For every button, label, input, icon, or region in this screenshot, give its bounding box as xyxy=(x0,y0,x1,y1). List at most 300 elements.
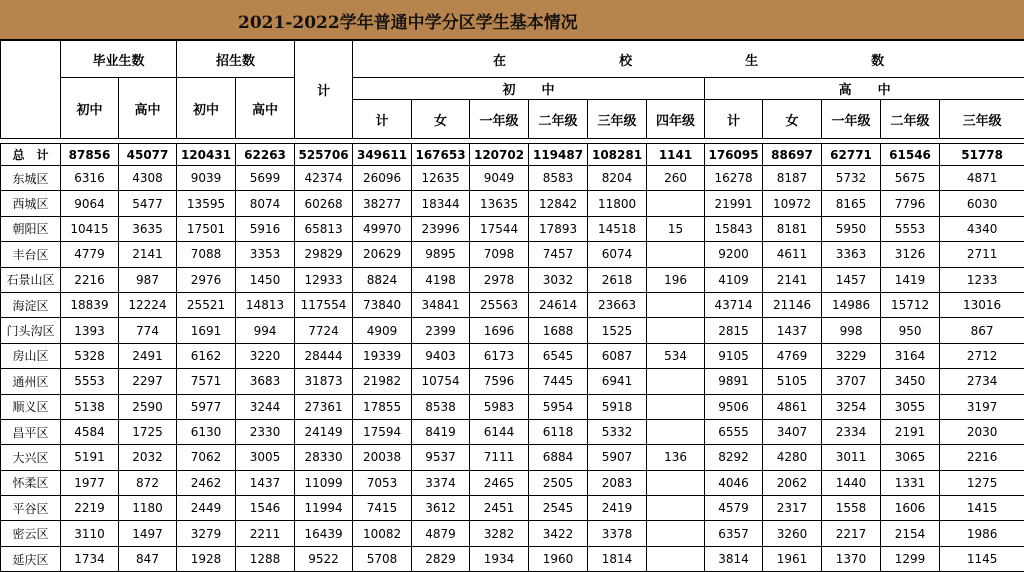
total-cell: 120431 xyxy=(177,144,236,166)
data-cell: 5332 xyxy=(588,419,647,444)
data-cell: 6545 xyxy=(529,343,588,368)
table-row xyxy=(1,166,1024,191)
district-name: 顺义区 xyxy=(1,394,61,419)
total-cell: 120702 xyxy=(470,144,529,166)
data-cell: 6074 xyxy=(588,242,647,267)
data-cell: 8074 xyxy=(236,191,295,216)
in-school-total-header: 计 xyxy=(295,41,353,139)
data-cell: 2219 xyxy=(61,496,119,521)
data-cell: 15 xyxy=(647,216,705,241)
data-cell: 9537 xyxy=(412,445,470,470)
data-cell: 13595 xyxy=(177,191,236,216)
title-bar xyxy=(0,0,1024,40)
senior-group-header: 高 中 xyxy=(705,78,1024,100)
data-cell: 5105 xyxy=(763,369,822,394)
district-name: 怀柔区 xyxy=(1,470,61,495)
data-cell: 872 xyxy=(119,470,177,495)
data-cell: 20629 xyxy=(353,242,412,267)
data-cell: 4340 xyxy=(940,216,1024,241)
enrollment-header: 招生数 xyxy=(177,41,295,78)
data-cell: 534 xyxy=(647,343,705,368)
data-cell: 3011 xyxy=(822,445,881,470)
data-cell: 950 xyxy=(881,318,940,343)
data-cell: 26096 xyxy=(353,166,412,191)
data-cell: 23996 xyxy=(412,216,470,241)
district-name: 通州区 xyxy=(1,369,61,394)
table-row xyxy=(1,394,1024,419)
data-cell: 14518 xyxy=(588,216,647,241)
total-cell: 61546 xyxy=(881,144,940,166)
data-cell: 10972 xyxy=(763,191,822,216)
enroll-senior-header: 高中 xyxy=(236,78,295,139)
data-cell: 1928 xyxy=(177,546,236,571)
data-cell: 3450 xyxy=(881,369,940,394)
data-cell: 3378 xyxy=(588,521,647,546)
data-cell: 2618 xyxy=(588,267,647,292)
data-cell: 3422 xyxy=(529,521,588,546)
data-cell: 1986 xyxy=(940,521,1024,546)
district-name: 大兴区 xyxy=(1,445,61,470)
data-cell: 1415 xyxy=(940,496,1024,521)
data-cell: 4584 xyxy=(61,419,119,444)
data-cell: 6555 xyxy=(705,419,763,444)
data-cell: 11800 xyxy=(588,191,647,216)
data-cell: 1180 xyxy=(119,496,177,521)
table-row xyxy=(1,521,1024,546)
data-cell: 2978 xyxy=(470,267,529,292)
data-cell: 3032 xyxy=(529,267,588,292)
data-cell xyxy=(647,292,705,317)
data-cell: 9200 xyxy=(705,242,763,267)
table-row xyxy=(1,242,1024,267)
table-title: 2021-2022学年普通中学分区学生基本情况 xyxy=(238,8,578,33)
data-cell: 4579 xyxy=(705,496,763,521)
data-cell: 3279 xyxy=(177,521,236,546)
data-cell: 1814 xyxy=(588,546,647,571)
total-cell: 88697 xyxy=(763,144,822,166)
data-cell: 3229 xyxy=(822,343,881,368)
data-cell: 3353 xyxy=(236,242,295,267)
data-cell: 1725 xyxy=(119,419,177,444)
data-cell: 2330 xyxy=(236,419,295,444)
data-cell: 1734 xyxy=(61,546,119,571)
in-school-char-2: 校 xyxy=(619,50,632,69)
data-cell xyxy=(647,470,705,495)
data-cell: 4861 xyxy=(763,394,822,419)
data-cell: 9506 xyxy=(705,394,763,419)
data-cell xyxy=(647,394,705,419)
table-row xyxy=(1,292,1024,317)
data-cell: 24149 xyxy=(295,419,353,444)
data-cell: 2062 xyxy=(763,470,822,495)
total-cell: 62771 xyxy=(822,144,881,166)
data-cell: 3197 xyxy=(940,394,1024,419)
data-cell: 7724 xyxy=(295,318,353,343)
data-cell: 2141 xyxy=(763,267,822,292)
data-cell: 6087 xyxy=(588,343,647,368)
grad-junior-header: 初中 xyxy=(61,78,119,139)
table-row xyxy=(1,369,1024,394)
data-cell: 9105 xyxy=(705,343,763,368)
data-cell: 34841 xyxy=(412,292,470,317)
in-school-char-1: 在 xyxy=(493,50,506,69)
district-name: 朝阳区 xyxy=(1,216,61,241)
data-cell: 11099 xyxy=(295,470,353,495)
data-cell: 18344 xyxy=(412,191,470,216)
data-cell: 7088 xyxy=(177,242,236,267)
data-cell: 3363 xyxy=(822,242,881,267)
data-cell: 3260 xyxy=(763,521,822,546)
data-cell: 2083 xyxy=(588,470,647,495)
data-cell: 987 xyxy=(119,267,177,292)
data-cell: 4779 xyxy=(61,242,119,267)
data-cell: 1299 xyxy=(881,546,940,571)
graduates-header: 毕业生数 xyxy=(61,41,177,78)
data-cell: 2211 xyxy=(236,521,295,546)
data-cell: 6316 xyxy=(61,166,119,191)
data-cell: 1606 xyxy=(881,496,940,521)
data-cell: 21146 xyxy=(763,292,822,317)
data-cell: 2297 xyxy=(119,369,177,394)
data-cell: 12933 xyxy=(295,267,353,292)
data-cell: 24614 xyxy=(529,292,588,317)
data-cell: 4308 xyxy=(119,166,177,191)
data-cell: 1497 xyxy=(119,521,177,546)
data-cell: 260 xyxy=(647,166,705,191)
data-cell: 18839 xyxy=(61,292,119,317)
data-cell: 2030 xyxy=(940,419,1024,444)
data-cell: 1546 xyxy=(236,496,295,521)
data-cell: 7596 xyxy=(470,369,529,394)
data-cell: 2976 xyxy=(177,267,236,292)
data-cell: 2462 xyxy=(177,470,236,495)
data-cell: 994 xyxy=(236,318,295,343)
data-cell: 2317 xyxy=(763,496,822,521)
data-cell: 10754 xyxy=(412,369,470,394)
data-cell: 43714 xyxy=(705,292,763,317)
data-cell: 12224 xyxy=(119,292,177,317)
data-cell: 3126 xyxy=(881,242,940,267)
data-cell: 12635 xyxy=(412,166,470,191)
data-cell: 2216 xyxy=(940,445,1024,470)
data-cell: 23663 xyxy=(588,292,647,317)
district-name: 丰台区 xyxy=(1,242,61,267)
data-cell: 2334 xyxy=(822,419,881,444)
data-cell: 3635 xyxy=(119,216,177,241)
data-cell: 2711 xyxy=(940,242,1024,267)
total-cell: 176095 xyxy=(705,144,763,166)
data-cell: 5675 xyxy=(881,166,940,191)
data-cell: 7571 xyxy=(177,369,236,394)
data-cell: 29829 xyxy=(295,242,353,267)
data-cell xyxy=(647,521,705,546)
table-row xyxy=(1,546,1024,571)
data-cell: 5699 xyxy=(236,166,295,191)
data-cell: 5977 xyxy=(177,394,236,419)
data-cell: 6357 xyxy=(705,521,763,546)
data-cell: 9522 xyxy=(295,546,353,571)
total-cell: 119487 xyxy=(529,144,588,166)
data-cell: 15712 xyxy=(881,292,940,317)
data-cell: 4611 xyxy=(763,242,822,267)
data-cell: 4769 xyxy=(763,343,822,368)
data-cell: 10415 xyxy=(61,216,119,241)
data-cell: 8419 xyxy=(412,419,470,444)
data-cell: 6118 xyxy=(529,419,588,444)
data-cell: 21982 xyxy=(353,369,412,394)
data-cell: 17855 xyxy=(353,394,412,419)
data-cell: 60268 xyxy=(295,191,353,216)
data-cell: 14813 xyxy=(236,292,295,317)
data-cell: 28444 xyxy=(295,343,353,368)
data-cell: 5918 xyxy=(588,394,647,419)
district-name: 东城区 xyxy=(1,166,61,191)
data-cell: 49970 xyxy=(353,216,412,241)
data-cell: 9895 xyxy=(412,242,470,267)
data-cell: 8204 xyxy=(588,166,647,191)
data-cell: 5191 xyxy=(61,445,119,470)
data-cell: 4198 xyxy=(412,267,470,292)
in-school-char-4: 数 xyxy=(871,50,884,69)
data-cell: 8292 xyxy=(705,445,763,470)
data-cell: 25563 xyxy=(470,292,529,317)
data-cell: 1233 xyxy=(940,267,1024,292)
data-cell: 5477 xyxy=(119,191,177,216)
data-cell: 5907 xyxy=(588,445,647,470)
data-cell: 5708 xyxy=(353,546,412,571)
data-cell: 38277 xyxy=(353,191,412,216)
data-cell: 867 xyxy=(940,318,1024,343)
data-cell: 2217 xyxy=(822,521,881,546)
district-name: 平谷区 xyxy=(1,496,61,521)
data-cell: 1145 xyxy=(940,546,1024,571)
table-row xyxy=(1,267,1024,292)
data-cell: 4280 xyxy=(763,445,822,470)
data-cell: 3612 xyxy=(412,496,470,521)
data-cell: 9049 xyxy=(470,166,529,191)
data-cell: 4871 xyxy=(940,166,1024,191)
data-cell: 3220 xyxy=(236,343,295,368)
data-cell: 73840 xyxy=(353,292,412,317)
data-cell: 7062 xyxy=(177,445,236,470)
data-cell: 6173 xyxy=(470,343,529,368)
data-cell: 19339 xyxy=(353,343,412,368)
data-cell: 3374 xyxy=(412,470,470,495)
data-cell: 27361 xyxy=(295,394,353,419)
data-cell: 8538 xyxy=(412,394,470,419)
data-cell: 17501 xyxy=(177,216,236,241)
data-cell: 13016 xyxy=(940,292,1024,317)
data-cell: 1275 xyxy=(940,470,1024,495)
data-cell xyxy=(647,369,705,394)
data-cell: 7796 xyxy=(881,191,940,216)
data-cell: 2465 xyxy=(470,470,529,495)
data-cell: 7053 xyxy=(353,470,412,495)
data-cell: 2491 xyxy=(119,343,177,368)
table-row xyxy=(1,191,1024,216)
data-cell: 6130 xyxy=(177,419,236,444)
district-name: 延庆区 xyxy=(1,546,61,571)
senior-female-header: 女 xyxy=(763,100,822,139)
data-cell: 2815 xyxy=(705,318,763,343)
table-row xyxy=(1,445,1024,470)
data-cell: 6884 xyxy=(529,445,588,470)
data-cell: 42374 xyxy=(295,166,353,191)
data-cell: 4046 xyxy=(705,470,763,495)
data-cell: 3254 xyxy=(822,394,881,419)
data-cell xyxy=(647,496,705,521)
data-cell: 7098 xyxy=(470,242,529,267)
data-cell: 9064 xyxy=(61,191,119,216)
data-cell: 1457 xyxy=(822,267,881,292)
data-cell: 31873 xyxy=(295,369,353,394)
data-cell: 1437 xyxy=(236,470,295,495)
data-cell: 2032 xyxy=(119,445,177,470)
table-row xyxy=(1,496,1024,521)
district-name: 海淀区 xyxy=(1,292,61,317)
data-cell: 20038 xyxy=(353,445,412,470)
data-cell: 1688 xyxy=(529,318,588,343)
data-cell: 21991 xyxy=(705,191,763,216)
data-cell: 1393 xyxy=(61,318,119,343)
data-cell: 3814 xyxy=(705,546,763,571)
data-cell: 4109 xyxy=(705,267,763,292)
table-row xyxy=(1,318,1024,343)
data-cell: 2505 xyxy=(529,470,588,495)
in-school-header xyxy=(353,41,1024,78)
junior-female-header: 女 xyxy=(412,100,470,139)
data-cell: 3055 xyxy=(881,394,940,419)
data-cell: 2712 xyxy=(940,343,1024,368)
data-cell: 7111 xyxy=(470,445,529,470)
total-cell: 349611 xyxy=(353,144,412,166)
data-cell: 17594 xyxy=(353,419,412,444)
data-cell: 196 xyxy=(647,267,705,292)
data-cell: 1370 xyxy=(822,546,881,571)
data-cell: 847 xyxy=(119,546,177,571)
data-cell: 3683 xyxy=(236,369,295,394)
data-cell: 7415 xyxy=(353,496,412,521)
data-cell xyxy=(647,546,705,571)
data-cell: 13635 xyxy=(470,191,529,216)
data-cell: 2590 xyxy=(119,394,177,419)
district-name: 门头沟区 xyxy=(1,318,61,343)
data-cell: 1977 xyxy=(61,470,119,495)
data-cell: 3005 xyxy=(236,445,295,470)
data-cell: 2419 xyxy=(588,496,647,521)
data-cell: 117554 xyxy=(295,292,353,317)
total-cell: 167653 xyxy=(412,144,470,166)
data-cell: 136 xyxy=(647,445,705,470)
data-cell: 2216 xyxy=(61,267,119,292)
data-cell: 1558 xyxy=(822,496,881,521)
data-cell: 2191 xyxy=(881,419,940,444)
data-cell: 5328 xyxy=(61,343,119,368)
data-cell: 2154 xyxy=(881,521,940,546)
data-cell: 4879 xyxy=(412,521,470,546)
district-name: 密云区 xyxy=(1,521,61,546)
data-cell: 1691 xyxy=(177,318,236,343)
junior-total-header: 计 xyxy=(353,100,412,139)
data-cell: 8187 xyxy=(763,166,822,191)
junior-grade4-header: 四年级 xyxy=(647,100,705,139)
district-header-blank xyxy=(1,41,61,139)
data-cell: 5950 xyxy=(822,216,881,241)
district-name: 石景山区 xyxy=(1,267,61,292)
data-cell: 5732 xyxy=(822,166,881,191)
data-cell: 11994 xyxy=(295,496,353,521)
data-cell: 1331 xyxy=(881,470,940,495)
data-cell: 1288 xyxy=(236,546,295,571)
total-cell: 51778 xyxy=(940,144,1024,166)
data-cell: 2734 xyxy=(940,369,1024,394)
data-cell: 2545 xyxy=(529,496,588,521)
data-cell: 6144 xyxy=(470,419,529,444)
junior-grade2-header: 二年级 xyxy=(529,100,588,139)
data-cell: 1934 xyxy=(470,546,529,571)
enroll-junior-header: 初中 xyxy=(177,78,236,139)
data-cell: 5983 xyxy=(470,394,529,419)
data-cell: 8181 xyxy=(763,216,822,241)
table-row xyxy=(1,216,1024,241)
data-cell: 7457 xyxy=(529,242,588,267)
senior-grade2-header: 二年级 xyxy=(881,100,940,139)
data-cell: 7445 xyxy=(529,369,588,394)
data-cell: 9403 xyxy=(412,343,470,368)
data-cell xyxy=(647,242,705,267)
data-cell: 5916 xyxy=(236,216,295,241)
data-cell: 25521 xyxy=(177,292,236,317)
table-row xyxy=(1,343,1024,368)
data-cell: 4909 xyxy=(353,318,412,343)
data-cell: 2451 xyxy=(470,496,529,521)
data-cell: 1961 xyxy=(763,546,822,571)
table-row xyxy=(1,419,1024,444)
data-cell: 3164 xyxy=(881,343,940,368)
data-cell: 2399 xyxy=(412,318,470,343)
data-cell: 8824 xyxy=(353,267,412,292)
data-cell xyxy=(647,318,705,343)
data-cell: 8165 xyxy=(822,191,881,216)
data-cell: 5553 xyxy=(61,369,119,394)
data-cell: 3244 xyxy=(236,394,295,419)
data-cell: 6941 xyxy=(588,369,647,394)
senior-grade3-header: 三年级 xyxy=(940,100,1024,139)
data-cell: 16439 xyxy=(295,521,353,546)
total-cell: 525706 xyxy=(295,144,353,166)
data-cell: 774 xyxy=(119,318,177,343)
table-body xyxy=(1,144,1024,572)
data-cell: 1419 xyxy=(881,267,940,292)
total-cell: 45077 xyxy=(119,144,177,166)
data-cell: 1450 xyxy=(236,267,295,292)
student-stats-table xyxy=(0,40,1024,572)
junior-grade3-header: 三年级 xyxy=(588,100,647,139)
data-cell: 2829 xyxy=(412,546,470,571)
data-cell xyxy=(647,419,705,444)
data-cell: 5138 xyxy=(61,394,119,419)
data-cell: 6030 xyxy=(940,191,1024,216)
data-cell: 5954 xyxy=(529,394,588,419)
junior-group-header: 初 中 xyxy=(353,78,705,100)
district-name: 西城区 xyxy=(1,191,61,216)
junior-grade1-header: 一年级 xyxy=(470,100,529,139)
data-cell: 2141 xyxy=(119,242,177,267)
data-cell: 9039 xyxy=(177,166,236,191)
total-cell: 108281 xyxy=(588,144,647,166)
data-cell: 5553 xyxy=(881,216,940,241)
table-row xyxy=(1,470,1024,495)
